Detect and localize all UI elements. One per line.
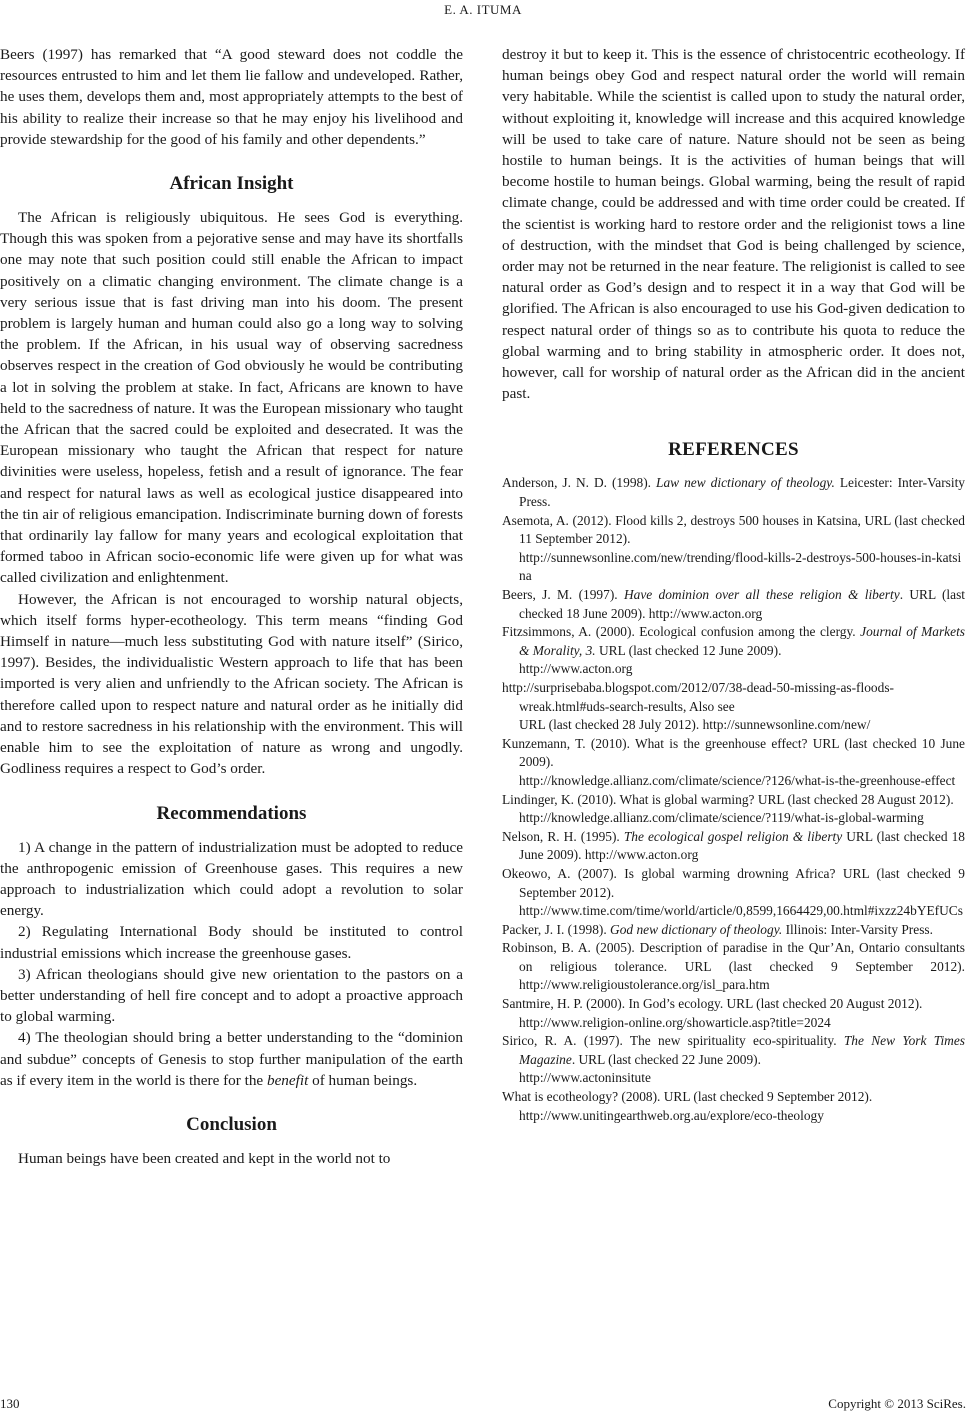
reference-text: Anderson, J. N. D. (1998).	[502, 475, 657, 491]
running-head: E. A. ITUMA	[444, 2, 522, 17]
reference-text-after: Illinois: Inter-Varsity Press.	[782, 921, 933, 937]
reference-entry	[502, 995, 965, 1032]
section-heading-recommendations: Recommendations	[156, 802, 307, 824]
reference-entry	[502, 1032, 965, 1088]
conclusion-paragraph-start: Human beings have been created and kept in the world not to	[18, 1149, 391, 1167]
intro-paragraph: Beers (1997) has remarked that “A good steward does not coddle the resources entrusted to him and let them lie fallow and undeveloped. Rather, he uses them, develops them and, most appropriately attempts to the best of his ability to realize their increase so that he may enjoy his livelihood and provide stewardship for the good of his family and other dependents.”	[0, 46, 463, 148]
reference-title: God new dictionary of theology.	[610, 921, 783, 937]
section-heading-conclusion: Conclusion	[186, 1113, 277, 1135]
reference-url[interactable]: http://sunnewsonline.com/new/trending/flood-kills-2-destroys-500-houses-in-katsina	[519, 549, 962, 584]
section-heading-african-insight: African Insight	[169, 173, 294, 195]
section-heading-references: REFERENCES	[668, 439, 799, 461]
reference-text: Okeowo, A. (2007). Is global warming drowning Africa? URL (last checked 9 September 2012).	[502, 865, 965, 900]
reference-url[interactable]: http://www.time.com/time/world/article/0,8599,1664429,00.html#ixzz24bYEfUCs	[519, 903, 963, 919]
reference-text-after: URL (last checked 12 June 2009).	[595, 642, 782, 658]
reference-entry	[502, 828, 965, 865]
recommendation-4	[0, 1027, 463, 1091]
reference-text: Santmire, H. P. (2000). In God’s ecology. URL (last checked 20 August 2012).	[502, 996, 923, 1012]
reference-entry	[502, 474, 965, 511]
african-paragraph-2: However, the African is not encouraged to worship natural objects, which itself forms hyper-ecotheology. This term means “finding God Himself in nature—much less substituting God with nature itself” (Sirico, 1997). Besides, the individualistic Western approach to life that has been imported is very alien and unfriendly to the African society. The African is therefore called upon to respect nature and natural order as he initially did and to restore sacredness in his relationship with the environment. This will enable him to see the exploitation of nature as wrong and ungodly. Godliness requires a respect to God’s order.	[0, 590, 463, 778]
reference-text: Lindinger, K. (2010). What is global warming? URL (last checked 28 August 2012).	[502, 791, 954, 807]
reference-text-after: . URL (last checked 18 June 2009). http://www.acton.org	[519, 587, 965, 621]
reference-url[interactable]: http://www.unitingearthweb.org.au/explore/eco-theology	[519, 1107, 824, 1123]
reference-entry	[502, 586, 965, 623]
reference-text: Sirico, R. A. (1997). The new spirituality eco-spirituality.	[502, 1033, 844, 1049]
reference-title: The New York Times Magazine	[519, 1033, 965, 1067]
reference-text: Nelson, R. H. (1995).	[502, 828, 624, 844]
copyright-notice: Copyright © 2013 SciRes.	[828, 1396, 966, 1411]
references-list	[502, 474, 965, 1125]
reference-entry	[502, 939, 965, 995]
reference-url[interactable]: http://knowledge.allianz.com/climate/science/?126/what-is-the-greenhouse-effect	[519, 772, 956, 788]
reference-entry	[502, 679, 965, 735]
reference-text: Kunzemann, T. (2010). What is the greenhouse effect? URL (last checked 10 June 2009).	[502, 735, 965, 770]
reference-text-after: Leicester: Inter-Varsity Press.	[519, 475, 966, 510]
reference-url[interactable]: URL (last checked 28 July 2012). http://sunnewsonline.com/new/	[519, 717, 871, 733]
reference-text: What is ecotheology? (2008). URL (last checked 9 September 2012).	[502, 1089, 873, 1105]
reference-url[interactable]: http://www.acton.org	[519, 661, 633, 677]
reference-entry	[502, 623, 965, 679]
african-paragraph-1: The African is religiously ubiquitous. He sees God is everything. Though this was spoken from a pejorative sense and may have its shortfalls one may note that such position could still enable the African to impact positively on a climatic changing environment. The climate change is a very serious issue that is fast driving man into his doom. The present problem is largely human and human could also go a long way to solving the problem. If the African, in his usual way of observing sacredness observes respect in the creation of God obviously he would be contributing a lot in solving the problem at stake. In fact, Africans are known to have held to the sacredness of nature. It was the European missionary who taught the African that the sacred could be exploited and desecrated. It was the European missionary who taught the African that respect for nature divinities were useless, hopeless, fetish and a result of ignorance. The fear and respect for natural laws as well as ecological justice disappeared into the tin air of religious emancipation. Indiscriminate burning down of forests that ordinarily lay fallow for many years and ecological exploitation that formed taboo in African socio-economic life were given up for what was called civilization and enlightenment.	[0, 209, 463, 587]
recommendation-3: 3) African theologians should give new orientation to the pastors on a better understanding of hell fire concept and to adopt a proactive approach to global warming.	[0, 965, 463, 1026]
recommendation-2: 2) Regulating International Body should be instituted to control industrial emissions which increase the greenhouse gases.	[0, 923, 463, 962]
reference-text-after: . URL (last checked 22 June 2009).	[571, 1051, 761, 1067]
reference-text: Packer, J. I. (1998).	[502, 921, 611, 937]
rec4-text-after: of human beings.	[308, 1071, 418, 1089]
reference-text: Beers, J. M. (1997).	[502, 587, 624, 603]
page-number: 130	[0, 1396, 20, 1411]
reference-title: Journal of Markets & Morality, 3.	[519, 624, 965, 658]
left-column	[0, 44, 463, 1169]
rec4-emphasis: benefit	[266, 1071, 309, 1089]
reference-entry	[502, 921, 965, 940]
reference-entry	[502, 735, 965, 791]
conclusion-paragraph-continued: destroy it but to keep it. This is the essence of christocentric ecotheology. If human beings obey God and respect natural order the world will remain very habitable. While the scientist is called upon to study the natural order, without exploiting it, knowledge will increase and this acquired knowledge will be used to take care of nature. Nature should not be seen as being hostile to human beings. It is the activities of human beings that will become hostile to human beings. Global warming, being the result of rapid climate change, could be addressed and with time order could be created. If the scientist is working hard to restore order and the religionist tows a line of destruction, with the mindset that God is being challenged by science, order may not be returned in the near feature. The religionist is called to see natural order as God’s design and to respect it in a way that God will be glorified. The African is also encouraged to use his God-given dedication to respect natural order of things so as to contribute his quota to reduce the global warming and to bring stability in atmospheric order. It does not, however, call for worship of natural order as the African did in the ancient past.	[502, 46, 965, 403]
reference-text-after: URL (last checked 18 June 2009). http://www.acton.org	[519, 828, 965, 863]
reference-url[interactable]: http://www.actoninsitute	[519, 1070, 651, 1086]
reference-entry	[502, 865, 965, 921]
reference-text: Asemota, A. (2012). Flood kills 2, destroys 500 houses in Katsina, URL (last checked 11 September 2012).	[502, 512, 965, 547]
reference-title: Law new dictionary of theology.	[656, 475, 835, 491]
reference-title: The ecological gospel religion & liberty	[623, 828, 843, 844]
reference-text: http://surprisebaba.blogspot.com/2012/07/38-dead-50-missing-as-floods-wreak.html#uds-search-results, Also see	[502, 679, 894, 714]
right-column	[502, 44, 965, 1125]
reference-entry	[502, 791, 965, 828]
reference-text: Fitzsimmons, A. (2000). Ecological confusion among the clergy.	[502, 624, 861, 640]
reference-title: Have dominion over all these religion & liberty	[623, 587, 900, 603]
rec4-text-before: 4) The theologian should bring a better understanding to the “dominion and subdue” concepts of Genesis to stop further manipulation of the earth as if every item in the world is there for the	[0, 1029, 463, 1089]
reference-entry	[502, 1088, 965, 1125]
reference-url[interactable]: http://www.religion-online.org/showarticle.asp?title=2024	[519, 1014, 831, 1030]
reference-text: Robinson, B. A. (2005). Description of paradise in the Qur’An, Ontario consultants on religious tolerance. URL (last checked 9 September 2012). http://www.religioustolerance.org/isl_para.htm	[502, 940, 965, 993]
reference-url[interactable]: http://knowledge.allianz.com/climate/science/?119/what-is-global-warming	[519, 810, 924, 826]
reference-entry	[502, 512, 965, 586]
recommendation-1: 1) A change in the pattern of industrialization must be adopted to reduce the anthropogenic emission of Greenhouse gases. This requires a new approach to industrialization which could adopt a revolution to solar energy.	[0, 838, 463, 920]
